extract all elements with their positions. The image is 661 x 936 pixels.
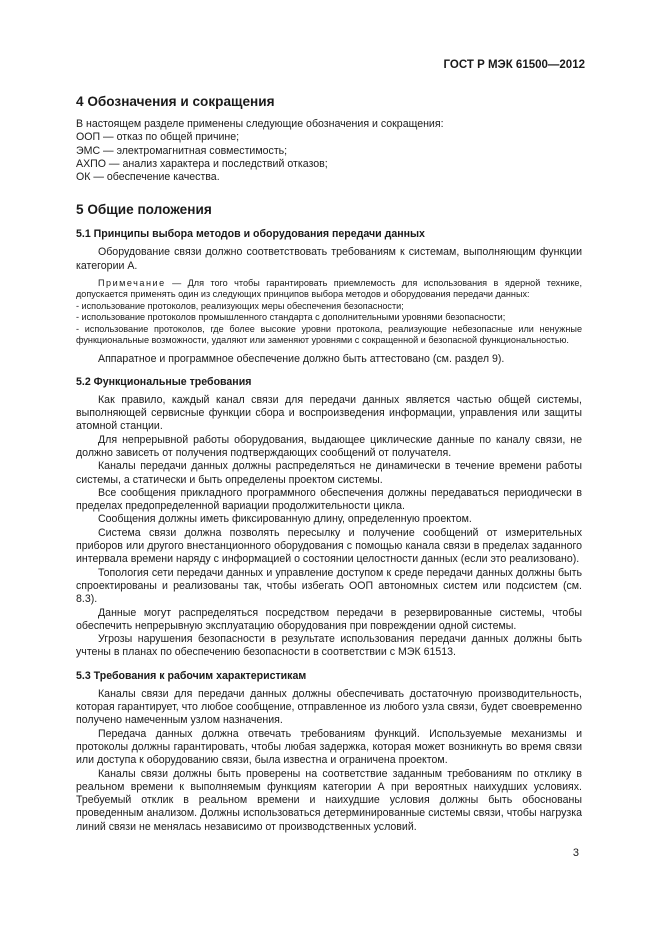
paragraph: Все сообщения прикладного программного обеспечения должны передаваться периодически в пределах предопределенной вариации продолжительности цикла. (76, 486, 582, 513)
note-text: — Для того чтобы гарантировать приемлемость для использования в ядерной технике, допускается применять один из следующих принципов выбора методов и оборудования передачи данных: (76, 278, 582, 300)
note-item: - использование протоколов, где более высокие уровни протокола, реализующие небезопасные или ненужные функциональные возможности, удаляют или заменяют уровнями с сокращенной и безопасной функциональностью. (76, 323, 582, 346)
note-item: - использование протоколов промышленного стандарта с дополнительными уровнями безопасности; (76, 312, 506, 323)
abbreviation-item: ОК — обеспечение качества. (76, 171, 220, 184)
paragraph: Каналы связи должны быть проверены на соответствие заданным требованиям по отклику в реальном времени к выполняемым функциям категории А при вероятных наихудших условиях. Требуемый отклик в реальном времени и наихудшие условия должны быть обоснованы проведенным анализом. Должны использоваться детерминированные системы связи, чтобы нагрузка линий связи не менялась независимо от производственных условий. (76, 767, 582, 833)
section-4-intro: В настоящем разделе применены следующие обозначения и сокращения: (76, 118, 444, 130)
paragraph: Для непрерывной работы оборудования, выдающее циклические данные по каналу связи, не должно зависеть от получения подтверждающих сообщений от получателя. (76, 433, 582, 459)
paragraph: Аппаратное и программное обеспечение должно быть аттестовано (см. раздел 9). (98, 352, 505, 365)
page-number: 3 (572, 847, 579, 859)
paragraph: Оборудование связи должно соответствовать требованиям к системам, выполняющим функции категории А. (76, 246, 582, 272)
page-content (76, 86, 582, 834)
section-5-2-title: 5.2 Функциональные требования (76, 375, 252, 388)
paragraph: Каналы передачи данных должны распределяться не динамически в течение времени работы системы, а статически и быть определены проектом системы. (76, 460, 582, 486)
paragraph: Данные могут распределяться посредством передачи в резервированные системы, чтобы обеспечить непрерывную эксплуатацию оборудования при повреждении одной системы. (76, 606, 582, 632)
section-4-title: 4 Обозначения и сокращения (76, 94, 275, 109)
abbreviations-list (76, 118, 582, 184)
paragraph: Топология сети передачи данных и управление доступом к среде передачи данных должны быть спроектированы и реализованы так, чтобы избегать ООП автономных систем или подсистем (см. 8.3). (76, 566, 582, 606)
abbreviation-item: АХПО — анализ характера и последствий отказов; (76, 157, 328, 170)
note-label: Примечание (98, 278, 166, 289)
section-5-title: 5 Общие положения (76, 202, 212, 218)
paragraph: Каналы связи для передачи данных должны обеспечивать достаточную производительность, которая гарантирует, что любое сообщение, отправленное из любого узла связи, будет своевременно получено намеченным узлом назначения. (76, 687, 582, 727)
paragraph: Как правило, каждый канал связи для передачи данных является частью общей системы, выполняющей сервисные функции сбора и воспроизведения информации, управления или защиты атомной станции. (76, 393, 582, 433)
document-header: ГОСТ Р МЭК 61500—2012 (443, 59, 585, 71)
paragraph: Передача данных должна отвечать требованиям функций. Используемые механизмы и протоколы должны гарантировать, чтобы любая задержка, которая может возникнуть во время связи или доступа к оборудованию связи, была известна и ограничена проектом. (76, 727, 582, 767)
section-5-1-title: 5.1 Принципы выбора методов и оборудования передачи данных (76, 228, 425, 241)
paragraph: Система связи должна позволять пересылку и получение сообщений от измерительных приборов или другого внестанционного оборудования с помощью канала связи в пределах заданного интервала времени наряду с информацией о состоянии целостности данных (если это реализовано). (76, 526, 582, 566)
note-block (76, 278, 582, 346)
paragraph: Угрозы нарушения безопасности в результате использования передачи данных должны быть учтены в планах по обеспечению безопасности в соответствии с МЭК 61513. (76, 633, 582, 659)
section-5-3-title: 5.3 Требования к рабочим характеристикам (76, 669, 307, 682)
paragraph: Сообщения должны иметь фиксированную длину, определенную проектом. (98, 513, 472, 526)
note-item: - использование протоколов, реализующих меры обеспечения безопасности; (76, 300, 404, 311)
abbreviation-item: ООП — отказ по общей причине; (76, 131, 240, 144)
abbreviation-item: ЭМС — электромагнитная совместимость; (76, 144, 288, 157)
